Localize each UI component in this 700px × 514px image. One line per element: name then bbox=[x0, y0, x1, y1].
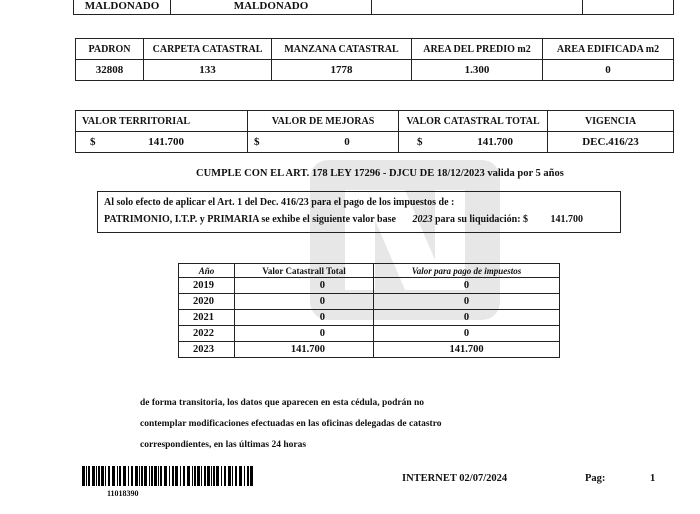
notice-box bbox=[97, 191, 621, 233]
history-catastral: 0 bbox=[235, 278, 374, 294]
mejoras-header: VALOR DE MEJORAS bbox=[248, 111, 399, 132]
carpeta-value: 133 bbox=[144, 60, 272, 81]
localidad-cell: MALDONADO bbox=[171, 0, 372, 15]
padron-header: PADRON bbox=[76, 39, 144, 60]
empty-cell bbox=[583, 0, 674, 15]
territorial-header: VALOR TERRITORIAL bbox=[76, 111, 248, 132]
history-catastral: 0 bbox=[235, 294, 374, 310]
area-edificada-header: AREA EDIFICADA m2 bbox=[543, 39, 674, 60]
history-year: 2022 bbox=[179, 326, 235, 342]
history-impuesto: 0 bbox=[374, 326, 560, 342]
manzana-header: MANZANA CATASTRAL bbox=[272, 39, 412, 60]
vigencia-value: DEC.416/23 bbox=[548, 132, 674, 153]
history-impuesto: 141.700 bbox=[374, 342, 560, 358]
history-year: 2021 bbox=[179, 310, 235, 326]
area-predio-value: 1.300 bbox=[412, 60, 543, 81]
currency-symbol: $ bbox=[254, 136, 260, 148]
notice-line2a: PATRIMONIO, I.T.P. y PRIMARIA se exhibe el siguiente valor base bbox=[104, 214, 396, 225]
cumple-text: CUMPLE CON EL ART. 178 LEY 17296 - DJCU DE 18/12/2023 valida por 5 años bbox=[196, 168, 564, 179]
vigencia-header: VIGENCIA bbox=[548, 111, 674, 132]
history-row bbox=[179, 294, 560, 310]
currency-symbol: $ bbox=[90, 136, 96, 148]
history-impuesto: 0 bbox=[374, 278, 560, 294]
history-year: 2020 bbox=[179, 294, 235, 310]
history-year: 2019 bbox=[179, 278, 235, 294]
departamento-cell: MALDONADO bbox=[74, 0, 171, 15]
history-impuesto: 0 bbox=[374, 310, 560, 326]
territorial-value: 141.700 bbox=[148, 136, 184, 148]
page-label: Pag: bbox=[585, 473, 606, 484]
notice-year: 2023 bbox=[412, 214, 433, 225]
notice-line1: Al solo efecto de aplicar el Art. 1 del Dec. 416/23 para el pago de los impuestos de : bbox=[104, 197, 455, 208]
disclaimer-line: de forma transitoria, los datos que aparecen en esta cédula, podrán no bbox=[140, 398, 425, 408]
history-row bbox=[179, 342, 560, 358]
currency-symbol: $ bbox=[417, 136, 423, 148]
history-row bbox=[179, 278, 560, 294]
history-year: 2023 bbox=[179, 342, 235, 358]
location-table bbox=[73, 0, 674, 15]
barcode-icon bbox=[82, 466, 256, 486]
barcode-number: 11018390 bbox=[107, 489, 139, 498]
disclaimer bbox=[140, 393, 442, 456]
total-value: 141.700 bbox=[477, 136, 513, 148]
notice-line2b: para su liquidación: $ bbox=[434, 214, 529, 225]
notice-amount: 141.700 bbox=[550, 214, 584, 225]
impuestos-header: Valor para pago de impuestos bbox=[374, 264, 560, 278]
carpeta-header: CARPETA CATASTRAL bbox=[144, 39, 272, 60]
history-row bbox=[179, 310, 560, 326]
history-impuesto: 0 bbox=[374, 294, 560, 310]
disclaimer-line: correspondientes, en las últimas 24 horas bbox=[140, 440, 307, 450]
total-header: VALOR CATASTRAL TOTAL bbox=[399, 111, 548, 132]
internet-date: INTERNET 02/07/2024 bbox=[402, 473, 508, 484]
history-table bbox=[178, 263, 560, 358]
year-header: Año bbox=[179, 264, 235, 278]
area-predio-header: AREA DEL PREDIO m2 bbox=[412, 39, 543, 60]
history-catastral: 0 bbox=[235, 310, 374, 326]
history-row bbox=[179, 326, 560, 342]
valores-table bbox=[75, 110, 674, 153]
history-catastral: 0 bbox=[235, 326, 374, 342]
area-edificada-value: 0 bbox=[543, 60, 674, 81]
disclaimer-line: contemplar modificaciones efectuadas en las oficinas delegadas de catastro bbox=[140, 419, 442, 429]
manzana-value: 1778 bbox=[272, 60, 412, 81]
padron-value: 32808 bbox=[76, 60, 144, 81]
empty-cell bbox=[372, 0, 583, 15]
page-number: 1 bbox=[650, 473, 656, 484]
predio-table bbox=[75, 38, 674, 81]
mejoras-value: 0 bbox=[344, 136, 350, 148]
history-catastral: 141.700 bbox=[235, 342, 374, 358]
catastral-total-header: Valor Catastrall Total bbox=[235, 264, 374, 278]
